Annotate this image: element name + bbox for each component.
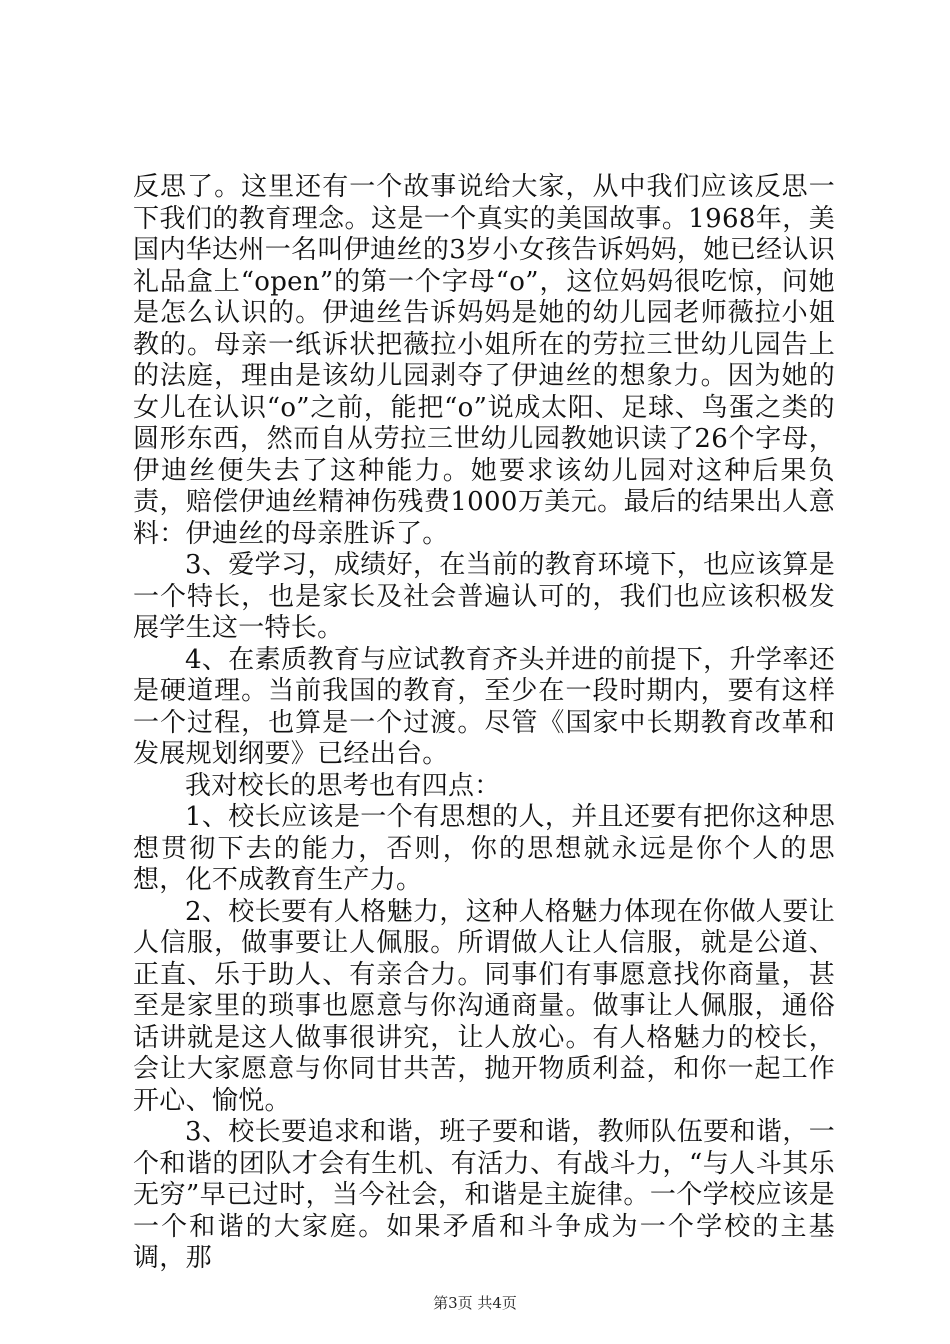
paragraph-point-4-enrollment: 4、在素质教育与应试教育齐头并进的前提下，升学率还是硬道理。当前我国的教育，至少在一段时期内，要有这样一个过程，也算是一个过渡。尽管《国家中长期教育改革和发展规划纲要》已经出台。 [133, 644, 835, 769]
paragraph-principal-3: 3、校长要追求和谐，班子要和谐，教师队伍要和谐，一个和谐的团队才会有生机、有活力、有战斗力，“与人斗其乐无穷”早已过时，当今社会，和谐是主旋律。一个学校应该是一个和谐的大家庭。如果矛盾和斗争成为一个学校的主基调，那 [133, 1117, 835, 1273]
paragraph-principal-intro: 我对校长的思考也有四点： [185, 770, 501, 801]
paragraph-principal-2: 2、校长要有人格魅力，这种人格魅力体现在你做人要让人信服，做事要让人佩服。所谓做人让人信服，就是公道、正直、乐于助人、有亲合力。同事们有事愿意找你商量，甚至是家里的琐事也愿意与你沟通商量。做事让人佩服，通俗话讲就是这人做事很讲究，让人放心。有人格魅力的校长，会让大家愿意与你同甘共苦，抛开物质利益，和你一起工作开心、愉悦。 [133, 896, 835, 1116]
page-number-footer: 第3页 共4页 [433, 1294, 517, 1312]
paragraph-point-3-study: 3、爱学习，成绩好，在当前的教育环境下，也应该算是一个特长，也是家长及社会普遍认可的，我们也应该积极发展学生这一特长。 [133, 550, 835, 643]
paragraph-principal-1: 1、校长应该是一个有思想的人，并且还要有把你这种思想贯彻下去的能力，否则，你的思想就永远是你个人的思想，化不成教育生产力。 [133, 802, 835, 895]
paragraph-story: 反思了。这里还有一个故事说给大家，从中我们应该反思一下我们的教育理念。这是一个真实的美国故事。1968年，美国内华达州一名叫伊迪丝的3岁小女孩告诉妈妈，她已经认识礼品盒上“open”的第一个字母“o”，这位妈妈很吃惊，问她是怎么认识的。伊迪丝告诉妈妈是她的幼儿园老师薇拉小姐教的。母亲一纸诉状把薇拉小姐所在的劳拉三世幼儿园告上的法庭，理由是该幼儿园剥夺了伊迪丝的想象力。因为她的女儿在认识“o”之前，能把“o”说成太阳、足球、鸟蛋之类的圆形东西，然而自从劳拉三世幼儿园教她识读了26个字母，伊迪丝便失去了这种能力。她要求该幼儿园对这种后果负责，赔偿伊迪丝精神伤残费1000万美元。最后的结果出人意料：伊迪丝的母亲胜诉了。 [133, 172, 835, 549]
document-body [133, 172, 835, 1275]
